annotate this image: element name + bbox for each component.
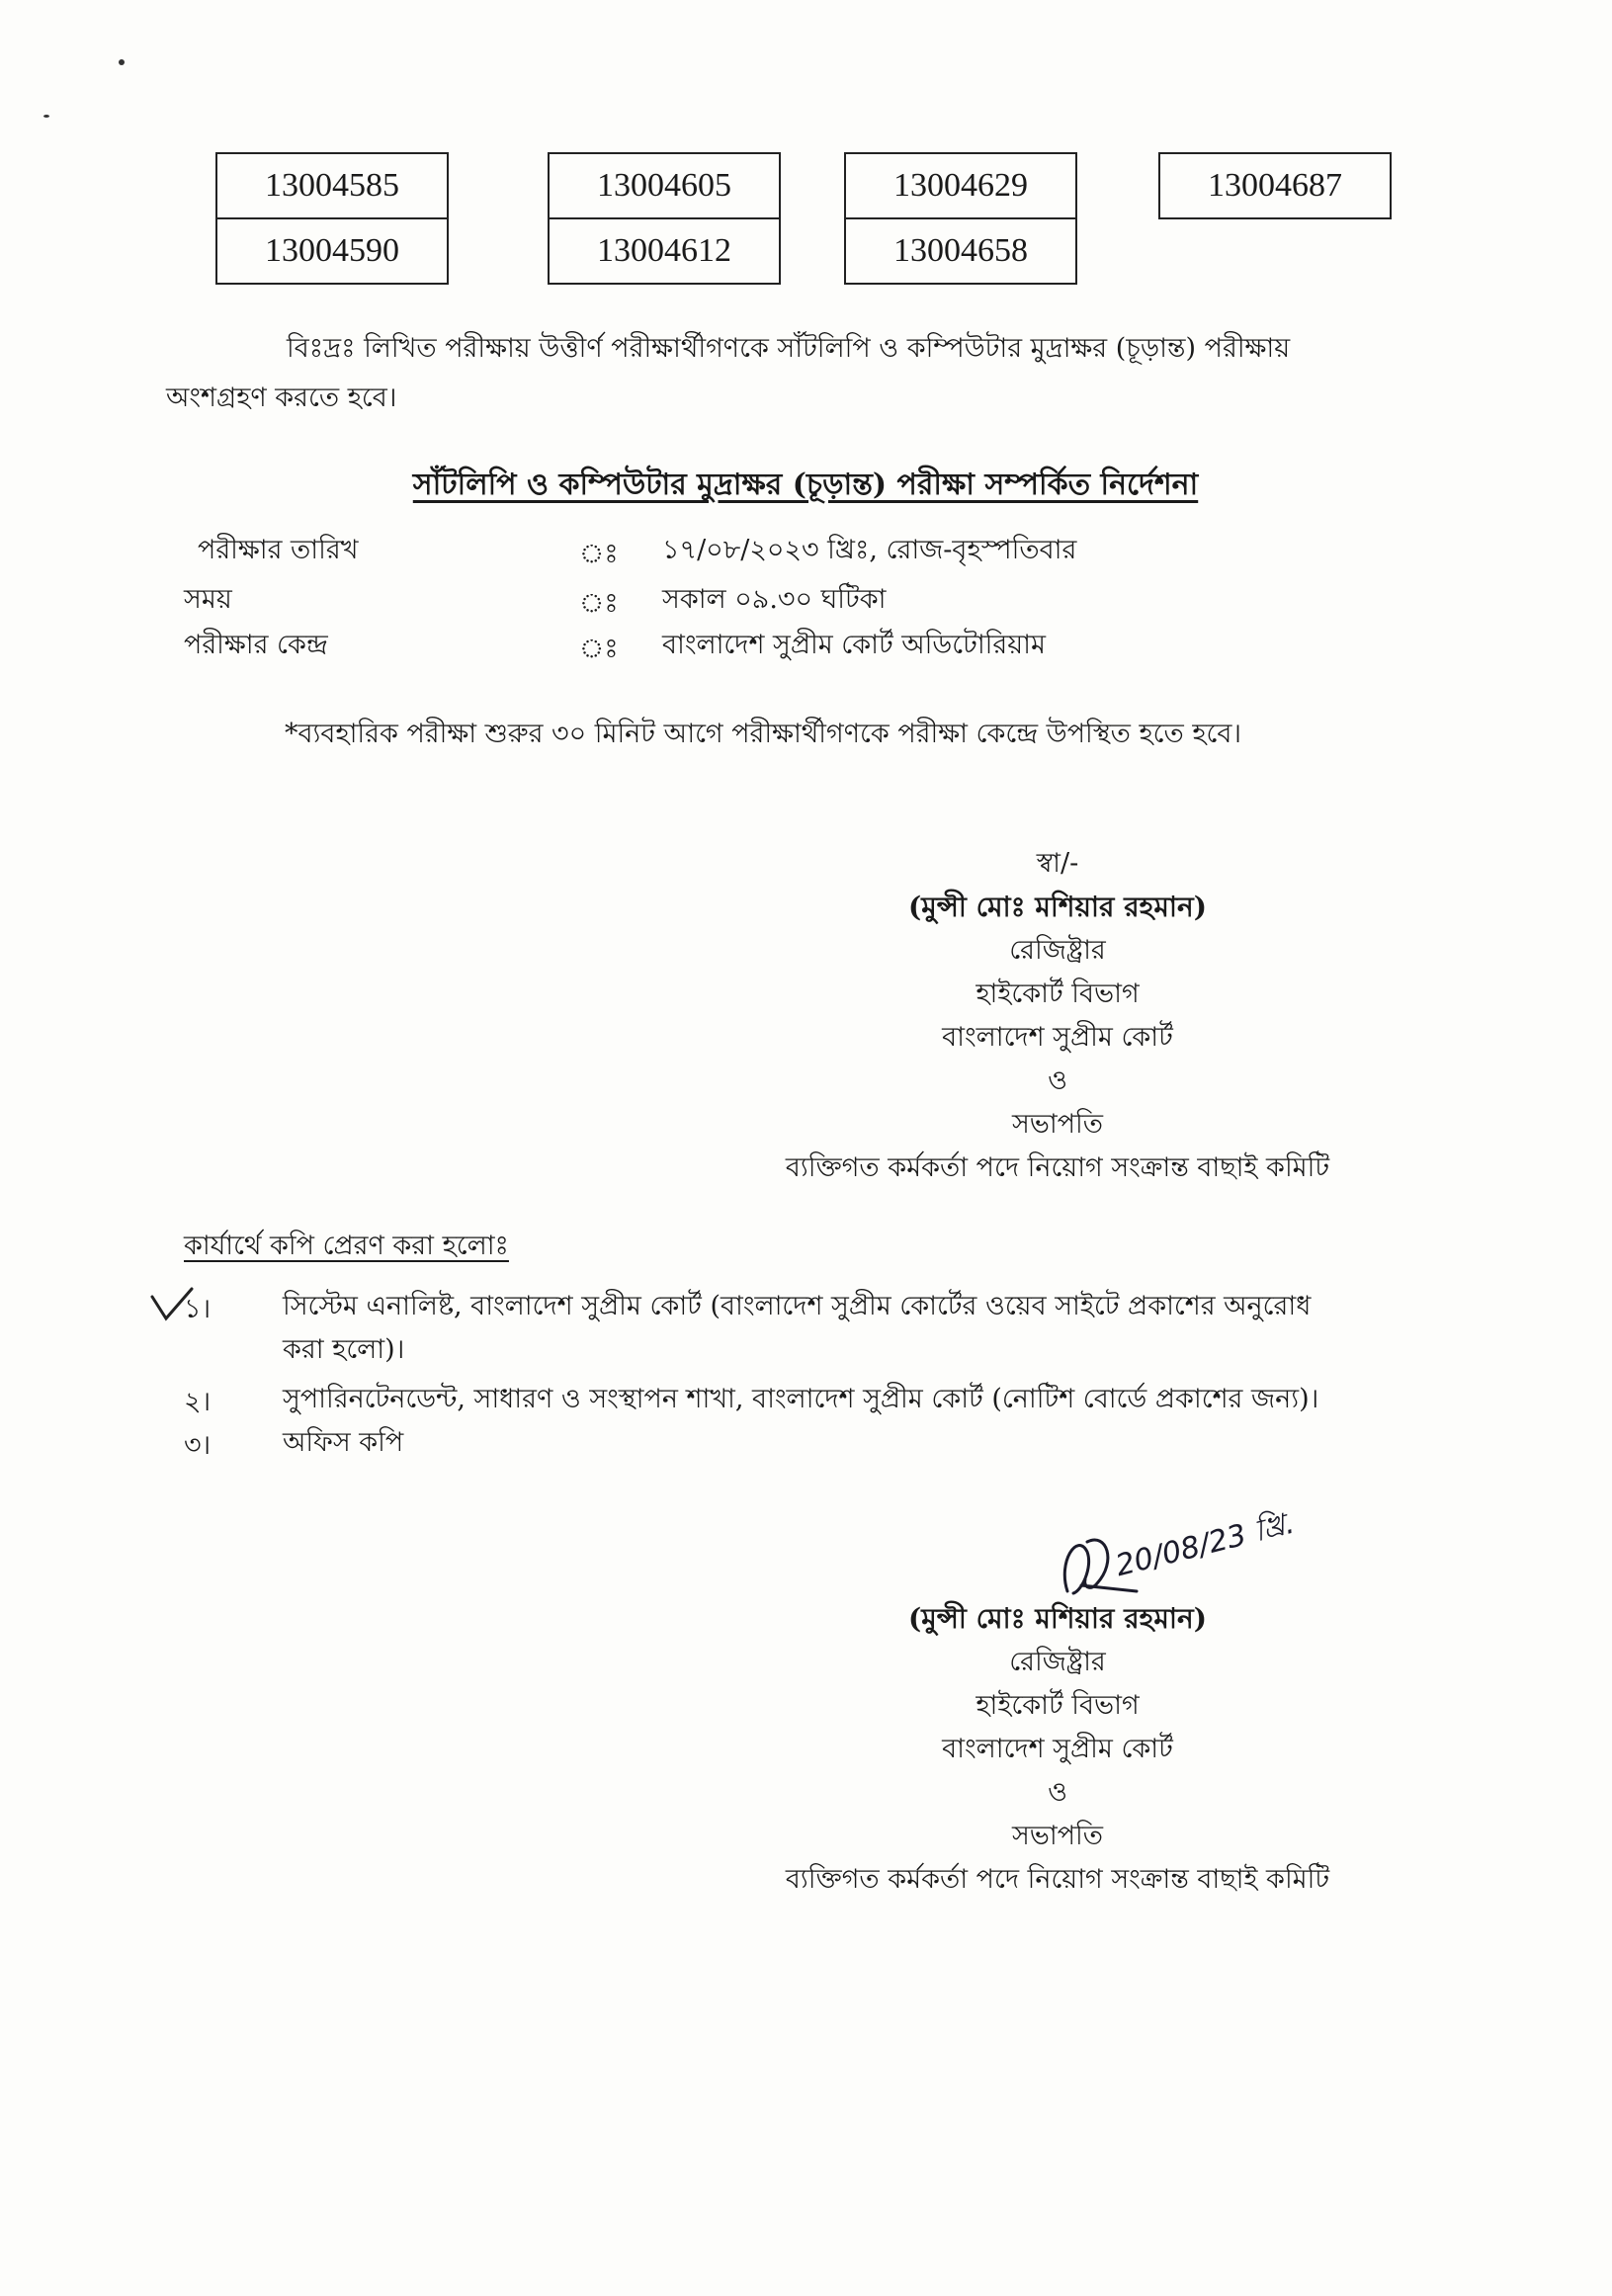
roll-number: 13004590 — [217, 217, 447, 283]
signatory-court: বাংলাদেশ সুপ্রীম কোর্ট — [942, 1734, 1173, 1764]
scan-speck — [119, 59, 125, 65]
instruction-row — [184, 625, 1370, 672]
signatory-role: সভাপতি — [1011, 1821, 1104, 1851]
instructions-heading-text: সাঁটলিপি ও কম্পিউটার মুদ্রাক্ষর (চূড়ান্ত) পরীক্ষা সম্পর্কিত নির্দেশনা — [412, 468, 1199, 502]
item-number: ১। — [184, 1294, 212, 1324]
row-label: সময় — [184, 584, 232, 615]
signed-mark: স্বা/- — [1036, 848, 1079, 879]
copy-list-heading — [184, 1226, 509, 1270]
roll-number: 13004605 — [597, 167, 731, 204]
item-text-line-2: করা হলো)। — [283, 1334, 405, 1365]
instruction-row — [198, 530, 1384, 577]
roll-box-2 — [548, 152, 781, 285]
signatory-and: ও — [1048, 1065, 1067, 1096]
signatory-and: ও — [1048, 1777, 1067, 1808]
roll-box-4 — [1158, 152, 1392, 219]
signatory-court: বাংলাদেশ সুপ্রীম কোর্ট — [942, 1022, 1173, 1053]
signature-block-2 — [751, 1597, 1364, 1902]
copy-list-heading-text: কার্যার্থে কপি প্রেরণ করা হলোঃ — [184, 1231, 509, 1261]
item-text-line-1: সুপারিনটেনডেন্ট, সাধারণ ও সংস্থাপন শাখা, বাংলাদেশ সুপ্রীম কোর্ট (নোটিশ বোর্ডে প্রকাশের জন্য)। — [283, 1384, 1319, 1414]
signatory-role: সভাপতি — [1011, 1109, 1104, 1140]
footnote: *ব্যবহারিক পরীক্ষা শুরুর ৩০ মিনিট আগে পরীক্ষার্থীগণকে পরীক্ষা কেন্দ্রে উপস্থিত হতে হবে। — [285, 719, 1242, 749]
signatory-title: রেজিষ্ট্রার — [1009, 935, 1106, 966]
signatory-committee: ব্যক্তিগত কর্মকর্তা পদে নিয়োগ সংক্রান্ত বাছাই কমিটি — [785, 1864, 1330, 1895]
instruction-row — [184, 579, 1370, 627]
item-text-line-1: সিস্টেম এনালিষ্ট, বাংলাদেশ সুপ্রীম কোর্ট (বাংলাদেশ সুপ্রীম কোর্টের ওয়েব সাইটে প্রকাশের অনুরোধ — [283, 1291, 1312, 1321]
signatory-division: হাইকোর্ট বিভাগ — [976, 1690, 1140, 1721]
signatory-name: (মুন্সী মোঃ মশিয়ার রহমান) — [908, 1602, 1207, 1635]
roll-number: 13004585 — [265, 167, 399, 204]
signatory-committee: ব্যক্তিগত কর্মকর্তা পদে নিয়োগ সংক্রান্ত বাছাই কমিটি — [785, 1152, 1330, 1183]
row-colon: ঃ — [579, 588, 619, 619]
item-number: ৩। — [184, 1430, 212, 1461]
row-value: বাংলাদেশ সুপ্রীম কোর্ট অডিটোরিয়াম — [662, 630, 1046, 660]
signatory-name: (মুন্সী মোঃ মশিয়ার রহমান) — [908, 891, 1207, 923]
instructions-heading — [297, 461, 1315, 511]
note-paragraph — [166, 324, 1431, 423]
roll-number: 13004687 — [1208, 167, 1342, 204]
signatory-title: রেজিষ্ট্রার — [1009, 1647, 1106, 1677]
row-value: সকাল ০৯.৩০ ঘটিকা — [662, 584, 887, 615]
note-line-1: বিঃদ্রঃ লিখিত পরীক্ষায় উত্তীর্ণ পরীক্ষার্থীগণকে সাঁটলিপি ও কম্পিউটার মুদ্রাক্ষর (চূড়ান্ত) পরীক্ষায় — [287, 333, 1291, 364]
row-label: পরীক্ষার তারিখ — [198, 535, 359, 565]
roll-number: 13004658 — [846, 217, 1075, 283]
roll-number: 13004629 — [893, 167, 1028, 204]
row-value: ১৭/০৮/২০২৩ খ্রিঃ, রোজ-বৃহস্পতিবার — [662, 535, 1077, 565]
signature-block-1 — [751, 842, 1364, 1190]
item-text-line-1: অফিস কপি — [283, 1427, 404, 1458]
roll-number: 13004612 — [550, 217, 779, 283]
scan-speck — [43, 115, 49, 118]
item-number: ২। — [184, 1387, 212, 1417]
row-colon: ঃ — [579, 634, 619, 664]
row-colon: ঃ — [579, 539, 619, 569]
roll-box-1 — [215, 152, 449, 285]
roll-box-3 — [844, 152, 1077, 285]
signatory-division: হাইকোর্ট বিভাগ — [976, 978, 1140, 1009]
note-line-2: অংশগ্রহণ করতে হবে। — [166, 383, 397, 413]
handwritten-date: 20/08/23 খ্রি. — [1112, 1505, 1299, 1584]
row-label: পরীক্ষার কেন্দ্র — [184, 630, 328, 660]
